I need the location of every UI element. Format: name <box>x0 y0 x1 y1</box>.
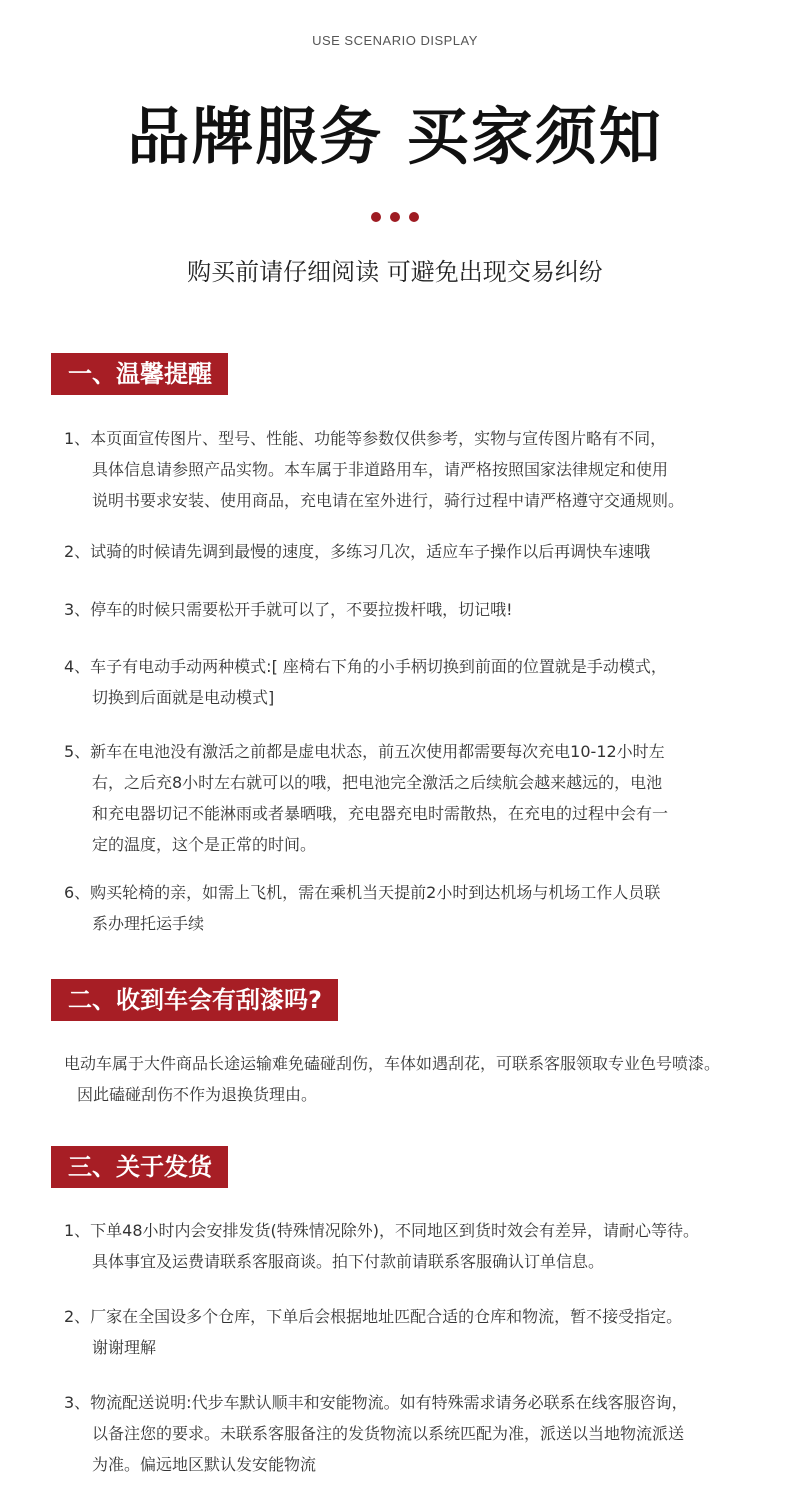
decorative-dots <box>0 212 790 222</box>
tips-item-3 <box>64 594 774 625</box>
item-line: 6、购买轮椅的亲，如需上飞机，需在乘机当天提前2小时到达机场与机场工作人员联 <box>64 883 661 902</box>
item-line: 系办理托运手续 <box>92 914 205 933</box>
item-line: 和充电器切记不能淋雨或者暴晒哦，充电器充电时需散热，在充电的过程中会有一 <box>92 804 669 823</box>
page-subtitle: 购买前请仔细阅读 可避免出现交易纠纷 <box>187 258 603 286</box>
dot-icon <box>409 212 419 222</box>
item-line: 为准。偏远地区默认发安能物流 <box>92 1455 317 1474</box>
scratch-paragraph <box>64 1048 784 1110</box>
shipping-item-2 <box>64 1301 774 1363</box>
dot-icon <box>371 212 381 222</box>
tips-item-2 <box>64 536 774 567</box>
item-line: 1、本页面宣传图片、型号、性能、功能等参数仅供参考，实物与宣传图片略有不同， <box>64 429 667 448</box>
item-line: 4、车子有电动手动两种模式:[ 座椅右下角的小手柄切换到前面的位置就是手动模式， <box>64 657 667 676</box>
section-heading-tips: 一、温馨提醒 <box>51 353 228 395</box>
shipping-item-3 <box>64 1387 774 1480</box>
section-heading-scratch: 二、收到车会有刮漆吗? <box>51 979 338 1021</box>
section-heading-shipping: 三、关于发货 <box>51 1146 228 1188</box>
item-line: 右，之后充8小时左右就可以的哦，把电池完全激活之后续航会越来越远的，电池 <box>92 773 663 792</box>
page-title: 品牌服务 买家须知 <box>127 100 663 173</box>
item-line: 2、试骑的时候请先调到最慢的速度，多练习几次，适应车子操作以后再调快车速哦 <box>64 542 651 561</box>
para-line: 电动车属于大件商品长途运输难免磕碰刮伤，车体如遇刮花，可联系客服领取专业色号喷漆。 <box>64 1054 721 1073</box>
tips-item-1 <box>64 423 774 516</box>
item-line: 具体信息请参照产品实物。本车属于非道路用车，请严格按照国家法律规定和使用 <box>92 460 669 479</box>
shipping-item-1 <box>64 1215 774 1277</box>
item-line: 定的温度，这个是正常的时间。 <box>92 835 317 854</box>
item-line: 5、新车在电池没有激活之前都是虚电状态，前五次使用都需要每次充电10-12小时左 <box>64 742 665 761</box>
item-line: 以备注您的要求。未联系客服备注的发货物流以系统匹配为准，派送以当地物流派送 <box>92 1424 685 1443</box>
item-line: 切换到后面就是电动模式] <box>92 688 275 707</box>
tips-item-5 <box>64 736 774 860</box>
eyebrow-text: USE SCENARIO DISPLAY <box>312 33 478 48</box>
item-line: 谢谢理解 <box>92 1338 157 1357</box>
tips-item-4 <box>64 651 774 713</box>
item-line: 3、物流配送说明:代步车默认顺丰和安能物流。如有特殊需求请务必联系在线客服咨询， <box>64 1393 688 1412</box>
item-line: 具体事宜及运费请联系客服商谈。拍下付款前请联系客服确认订单信息。 <box>92 1252 605 1271</box>
item-line: 1、下单48小时内会安排发货(特殊情况除外)，不同地区到货时效会有差异，请耐心等待。 <box>64 1221 700 1240</box>
dot-icon <box>390 212 400 222</box>
para-line: 因此磕碰刮伤不作为退换货理由。 <box>77 1085 318 1104</box>
tips-item-6 <box>64 877 774 939</box>
item-line: 2、厂家在全国设多个仓库，下单后会根据地址匹配合适的仓库和物流，暂不接受指定。 <box>64 1307 683 1326</box>
item-line: 3、停车的时候只需要松开手就可以了，不要拉拨杆哦，切记哦! <box>64 600 513 619</box>
item-line: 说明书要求安装、使用商品，充电请在室外进行，骑行过程中请严格遵守交通规则。 <box>92 491 685 510</box>
